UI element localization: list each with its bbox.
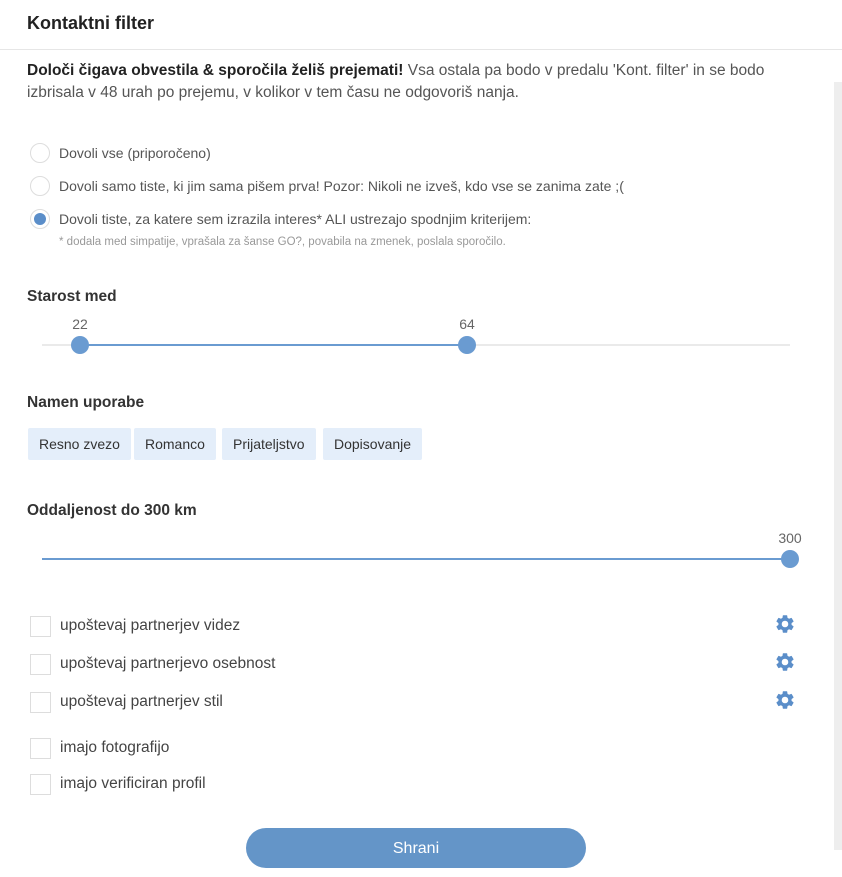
checkbox-row-osebnost[interactable] [30,653,275,675]
chip-prijateljstvo[interactable]: Prijateljstvo [222,428,316,460]
intro-bold: Določi čigava obvestila & sporočila želiš prejemati! [27,62,404,79]
scrollbar[interactable] [834,82,842,850]
page-title: Kontaktni filter [27,13,155,33]
gear-icon[interactable] [774,689,796,711]
checkbox-row-videz[interactable] [30,615,240,637]
purpose-title: Namen uporabe [27,394,145,411]
age-min-handle[interactable] [71,336,89,354]
age-title: Starost med [27,288,117,305]
header [0,0,842,50]
chip-dopisovanje[interactable]: Dopisovanje [323,428,422,460]
age-slider-fill [80,344,467,346]
checkbox-row-fotografija[interactable] [30,737,169,759]
age-max-handle[interactable] [458,336,476,354]
checkbox[interactable] [30,654,51,675]
save-button[interactable]: Shrani [246,828,586,868]
checkbox-row-verificiran[interactable] [30,773,206,795]
checkbox-row-stil[interactable] [30,691,223,713]
checkbox-label: imajo fotografijo [60,739,170,756]
radio-footnote: * dodala med simpatije, vprašala za šanse GO?, povabila na zmenek, poslala sporočilo. [59,236,506,248]
age-max-label: 64 [459,316,475,332]
radio-allow-first-contact[interactable] [30,175,624,197]
intro-text [27,60,787,104]
radio-label: Dovoli tiste, za katere sem izrazila interes* ALI ustrezajo spodnjim kriterijem: [59,211,532,227]
radio-button[interactable] [30,143,50,163]
radio-button[interactable] [30,209,50,229]
checkbox[interactable] [30,692,51,713]
chip-romanco[interactable]: Romanco [134,428,216,460]
checkbox-label: upoštevaj partnerjev videz [60,617,241,634]
gear-icon[interactable] [774,651,796,673]
distance-slider-fill [42,558,790,560]
age-min-label: 22 [72,316,88,332]
radio-allow-interest[interactable] [30,208,531,230]
intro-body: Vsa ostala pa bodo v predalu 'Kont. filter' in se bodo izbrisala v 48 urah po prejemu, v kolikor v tem času ne odgovoriš nanja. [27,62,765,101]
distance-title: Oddaljenost do 300 km [27,502,197,519]
radio-label: Dovoli vse (priporočeno) [59,145,211,161]
radio-button[interactable] [30,176,50,196]
checkbox-label: upoštevaj partnerjevo osebnost [60,655,276,672]
distance-value-label: 300 [778,530,802,546]
gear-icon[interactable] [774,613,796,635]
radio-label: Dovoli samo tiste, ki jim sama pišem prva! Pozor: Nikoli ne izveš, kdo vse se zanima zate ;( [59,178,624,194]
checkbox[interactable] [30,738,51,759]
distance-handle[interactable] [781,550,799,568]
checkbox-label: upoštevaj partnerjev stil [60,693,223,710]
radio-allow-all[interactable] [30,142,211,164]
checkbox[interactable] [30,774,51,795]
checkbox[interactable] [30,616,51,637]
checkbox-label: imajo verificiran profil [60,775,206,792]
chip-resno-zvezo[interactable]: Resno zvezo [28,428,131,460]
